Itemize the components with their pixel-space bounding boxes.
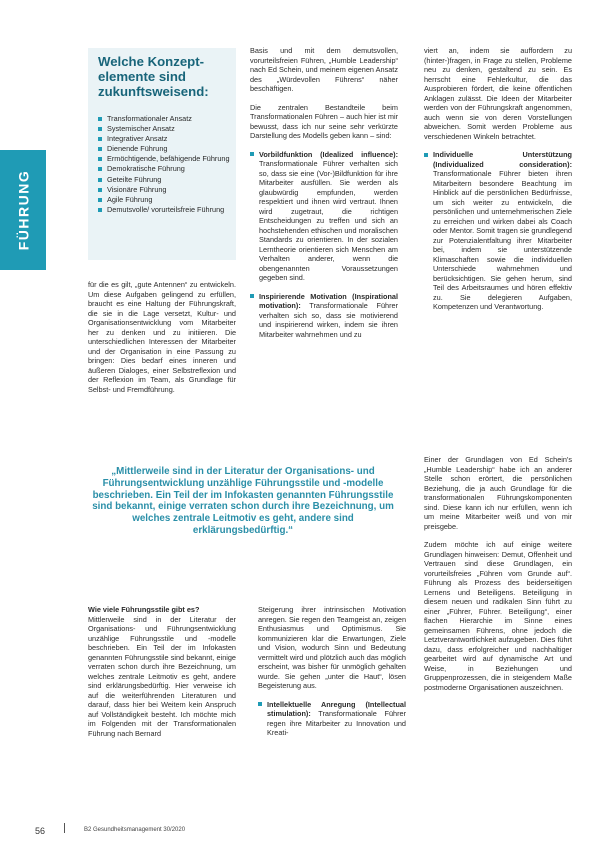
body-paragraph: Basis und mit dem demutsvollen, vorurteilsfreien Führen, „Humble Leadership“ nach Ed Schein, und meinem eigenen Ansatz des „Würdevollen Führens“ näher beschäftigen. [250, 46, 398, 93]
info-box-item: Visionäre Führung [98, 185, 232, 195]
column-1-bottom [88, 605, 236, 815]
bullet-text: Transformationale Führer bieten ihren Mitarbeitern besondere Beachtung im Hinblick auf die persönlichen Bedürfnisse, um sich weiter zu entwickeln, die persönlichen und unternehmerischen Ziele zu erreichen und wirken dabei als Coach oder Mentor. Somit tragen sie grundlegend zur Potenzialentfaltung ihrer Mitarbeiter bei, indem sie unterstützende Klimaschaften sowie die individuellen Unterschiede wahrnehmen und berücksichtigen. Sie gehen herum, sind Teil des Arbeitsraumes und hören effektiv zu. Sie delegieren Aufgaben, Kompetenzen und Verantwortung. [433, 169, 572, 311]
section-heading: Wie viele Führungsstile gibt es? [88, 605, 200, 614]
info-box-item: Geteilte Führung [98, 175, 232, 185]
body-paragraph: Mittlerweile sind in der Literatur der Organisations- und Führungsentwicklung unzählige Führungsstile und -modelle beschrieben. Ein Teil der im Infokasten genannten Führungsstile sind bekannt, einige verraten schon durch ihre Bezeichnung, um welches zentrale Leitmotiv es geht, andere sind erklärungsbedürftig. Hier verweise ich auf die weiterführenden Literaturen und darauf, dass hier bei Weitem kein Anspruch auf Vollständigkeit besteht. Ich möchte mich im Folgenden mit der Transformationalen Führung nach Bernard [88, 614, 236, 738]
info-box-item: Ermöchtigende, befähigende Führung [98, 154, 232, 164]
bullet-list [250, 150, 398, 340]
bullet-text: Transformationale Führer regen ihre Mitarbeiter zu Innovation und Kreati- [267, 709, 406, 737]
body-paragraph: Steigerung ihrer intrinsischen Motivation anregen. Sie regen den Teamgeist an, zeigen Enthusiasmus und Optimismus. Sie kommunizieren klar die Erwartungen, Ziele und Vision, wodurch Sinn und Bedeutung vermittelt wird und plötzlich auch das möglich erscheint, was bisher für unmöglich gehalten wurde. Sie gehen „unter die Haut“, lösen Begeisterung aus. [258, 605, 406, 690]
page-number: 56 [35, 826, 46, 836]
info-box-item: Systemischer Ansatz [98, 124, 232, 134]
bullet-text: Transformationale Führer verhalten sich so, dass sie motivierend und inspirierend wirken, indem sie ihren Mitarbeiter wahrnehmen und zu [259, 301, 398, 339]
footer-divider [64, 823, 65, 833]
info-box-item: Transformationaler Ansatz [98, 114, 232, 124]
info-box-title: Welche Konzept-elemente sind zukunftsweisend: [98, 54, 209, 100]
info-box-item: Integrativer Ansatz [98, 134, 232, 144]
bullet-lead: Individuelle Unterstützung (Individualized consideration): [433, 150, 572, 169]
bullet-list [424, 150, 572, 312]
info-box-item: Demokratische Führung [98, 164, 232, 174]
section-side-tab-label: FÜHRUNG [15, 169, 31, 251]
column-1-top [88, 280, 236, 445]
column-2-top [250, 46, 398, 446]
info-box-item: Demutsvolle/ vorurteilsfreie Führung [98, 205, 232, 215]
bullet-lead: Vorbildfunktion (Idealized influence): [259, 149, 398, 159]
bullet-item [258, 700, 406, 738]
bullet-text: Transformationale Führer verhalten sich so, dass sie eine (Vor-)Bildfunktion für ihre Mitarbeiter ausfüllen. Sie werden als glaubwürdig empfunden, werden respektiert und ihnen wird vertraut. Ihnen wird zugetraut, die richtigen Entscheidungen zu treffen und sich an hochstehenden ethischen und moralischen Standards zu orientieren. In der sozialen Lerntheorie orientieren sich Menschen am Verhalten anderer, wenn die obengenannten Voraussetzungen gegeben sind. [259, 159, 398, 282]
body-paragraph: viert an, indem sie auffordern zu (hinter-)fragen, in Frage zu stellen, Probleme neu zu denken, gestaltend zu sein. Es herrscht eine Fehlerkultur, die das Ausprobieren fördert, die keine öffentlichen Anklagen zulässt. Die Ideen der Mitarbeiter werden von der Führungskraft angenommen, auch wenn sie von deren Vorstellungen abweichen. Somit werden Probleme aus verschiedenen Winkeln betrachtet. [424, 46, 572, 141]
info-box-list [98, 114, 232, 215]
publication-title: B2 Gesundheitsmanagement 30/2020 [84, 827, 186, 833]
bullet-lead: Intellektuelle Anregung (Intellectual stimulation): [267, 699, 406, 718]
column-2-bottom [258, 605, 406, 815]
body-paragraph: Einer der Grundlagen von Ed Schein's „Humble Leadership“ habe ich an anderer Stelle schon erörtert, die persönlichen Beziehung, die ja auch Grundlage für die transformationalen Führungskomponenten sind. Diese kann ich nur erfüllen, wenn ich um meine Mitarbeiter weiß und von mir preisgebe. [424, 455, 572, 531]
info-box [88, 48, 236, 260]
bullet-list [258, 700, 406, 738]
column-3-bottom [424, 455, 572, 825]
bullet-item [424, 150, 572, 312]
column-3-top [424, 46, 572, 446]
body-paragraph: für die es gilt, „gute Antennen“ zu entwickeln. Um diese Aufgaben gelingend zu erfüllen, braucht es eine Haltung der Führungskraft, die sie in die Lage versetzt, Kultur- und Organisationsentwicklung vom Mitarbeiter her zu denken und zu initiieren. Die unterschiedlichen Interessen der Mitarbeiter und der Organisation in eine Passung zu bringen: Dies bedarf eines inneren und äußeren Dialoges, einer Selbstreflexion und der Reflexion im Team, als Grundlage für Selbst- und Fremdführung. [88, 280, 236, 394]
section-side-tab [0, 150, 46, 270]
bullet-item [250, 150, 398, 283]
bullet-lead: Inspirierende Motivation (Inspirational motivation): [259, 291, 398, 310]
info-box-item: Agile Führung [98, 195, 232, 205]
pull-quote: „Mittlerweile sind in der Literatur der Organisations- und Führungsentwicklung unzählige Führungsstile und -modelle beschrieben. Ein Teil der im Infokasten genannten Führungsstile sind bekannt, einige verraten schon durch ihre Bezeichnung, um welches zentrale Leitmotiv es geht, andere sind erklärungsbedürftig.“ [92, 466, 394, 536]
bullet-item [250, 292, 398, 340]
body-paragraph: Die zentralen Bestandteile beim Transformationalen Führen – auch hier ist mir bewusst, dass ich nur seine sehr verkürzte Darstellung des Modells geben kann – sind: [250, 102, 398, 140]
info-box-item: Dienende Führung [98, 144, 232, 154]
body-paragraph: Zudem möchte ich auf einige weitere Grundlagen hinweisen: Demut, Offenheit und Vertrauen sind diese Grundlagen, ein vorurteilsfreies „Führen vom Grunde auf“. Führung als Prozess des beiderseitigen Lernens und Beteiligens. Beteiligung in diesem neuen und radikalen Sinn führt zu einer „Führer, Führer. Beteiligung“, einer flachen Hierarchie im Sinne eines gemeinsamen Führens, ohne jedoch die Letztverantwortlichkeit aufzugeben. Dies führt dazu, dass erfolgreicher und nachhaltiger gearbeitet wird auf dynamische Art und Weise, in Beziehungen und Gruppenprozessen, die in steigendem Maße postmoderne Organisationen auszeichnen. [424, 540, 572, 692]
